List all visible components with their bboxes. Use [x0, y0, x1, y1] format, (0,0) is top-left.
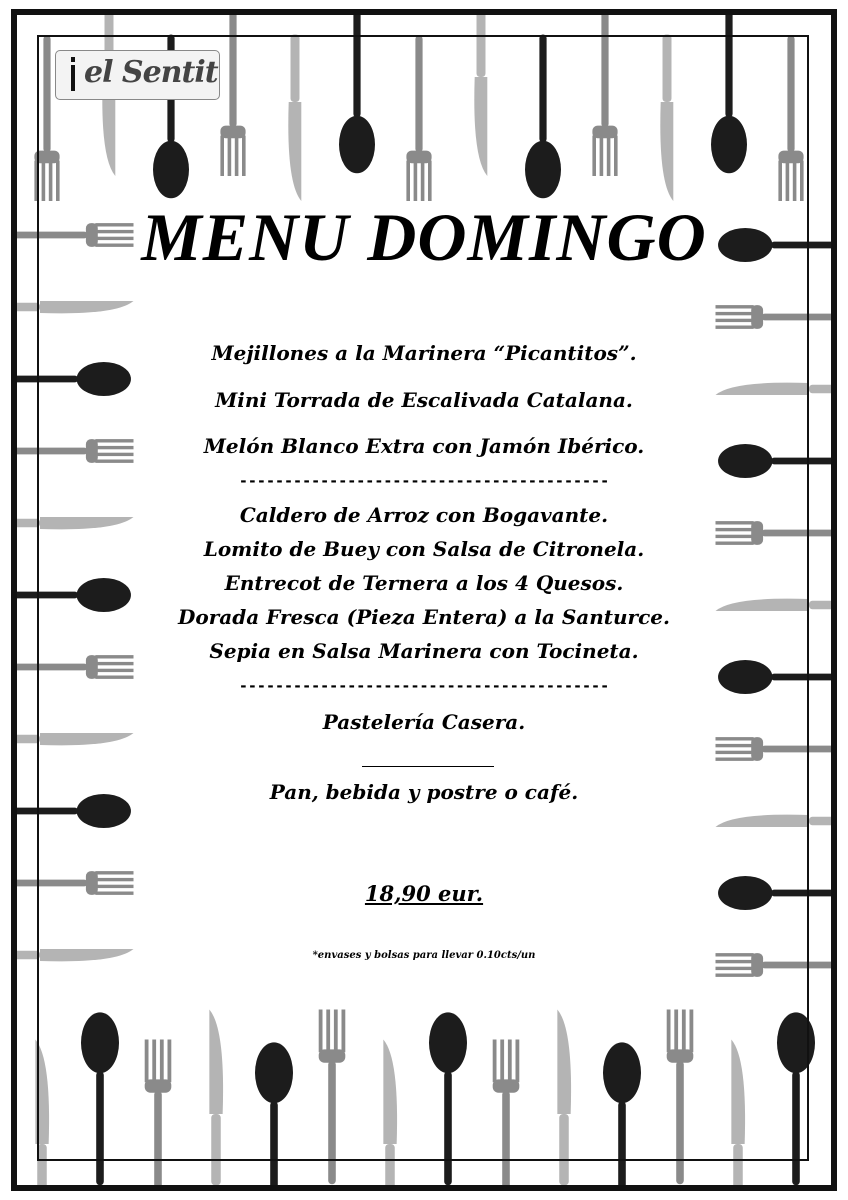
includes-text: Pan, bebida y postre o café.: [269, 780, 579, 804]
divider: [362, 766, 494, 767]
main-item: Caldero de Arroz con Bogavante.: [239, 503, 609, 527]
packaging-note: *envases y bolsas para llevar 0.10cts/un: [312, 950, 536, 961]
logo: [55, 50, 220, 100]
logo-text: el Sentit: [84, 55, 218, 90]
starter-item: Melón Blanco Extra con Jamón Ibérico.: [203, 434, 645, 458]
menu-title: MENU DOMINGO: [141, 199, 707, 275]
main-item: Dorada Fresca (Pieza Entera) a la Santurce.: [178, 605, 670, 629]
starter-item: Mini Torrada de Escalivada Catalana.: [215, 388, 633, 412]
main-item: Lomito de Buey con Salsa de Citronela.: [203, 537, 645, 561]
starter-item: Mejillones a la Marinera “Picantitos”.: [211, 341, 637, 365]
logo-mark-icon: [64, 55, 82, 93]
menu-card: [11, 9, 837, 1191]
dessert-item: Pastelería Casera.: [322, 710, 526, 734]
price: 18,90 eur.: [364, 881, 484, 906]
separator: -----------------------------------------: [238, 472, 610, 490]
separator: -----------------------------------------: [238, 677, 610, 695]
main-item: Entrecot de Ternera a los 4 Quesos.: [224, 571, 624, 595]
main-item: Sepia en Salsa Marinera con Tocineta.: [209, 639, 639, 663]
